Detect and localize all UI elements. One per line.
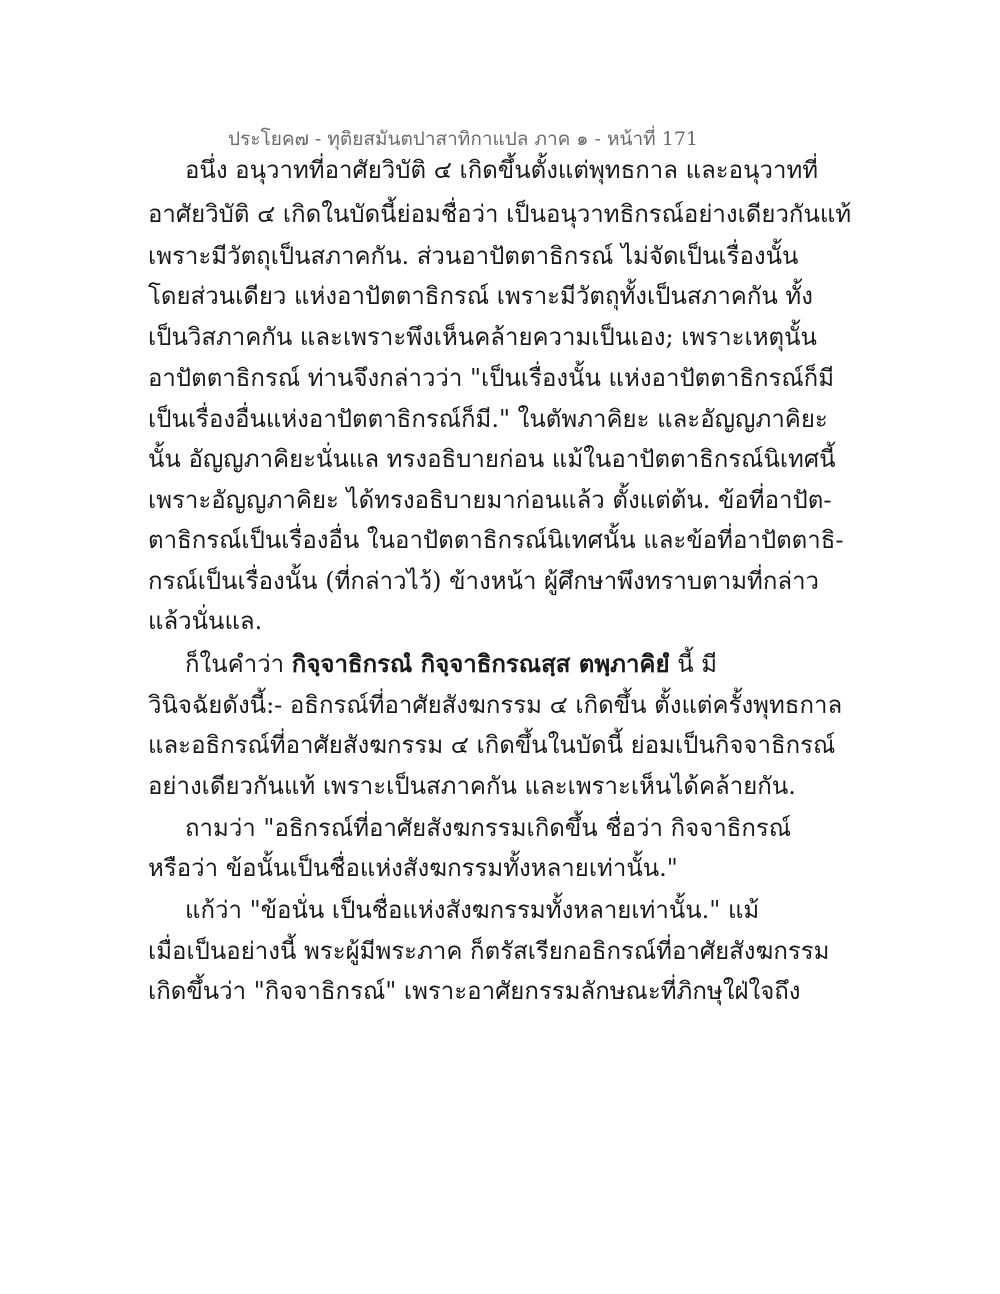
text-line: นั้น อัญญภาคิยะนั่นแล ทรงอธิบายก่อน แม้ในอาปัตตาธิกรณ์นิเทศนี้ bbox=[148, 445, 836, 473]
paragraph-opening-line bbox=[185, 649, 745, 679]
text-line: เป็นวิสภาคกัน และเพราะพึงเห็นคล้ายความเป็นเอง; เพราะเหตุนั้น bbox=[148, 323, 817, 351]
text-line: ถามว่า "อธิกรณ์ที่อาศัยสังฆกรรมเกิดขึ้น ชื่อว่า กิจจาธิกรณ์ bbox=[185, 814, 792, 842]
text-line: เกิดขึ้นว่า "กิจจาธิกรณ์" เพราะอาศัยกรรมลักษณะที่ภิกษุใฝ่ใจถึง bbox=[148, 977, 801, 1005]
para2-prefix: ก็ในคำว่า bbox=[185, 650, 285, 678]
text-line: เพราะอัญญภาคิยะ ได้ทรงอธิบายมาก่อนแล้ว ตั้งแต่ต้น. ข้อที่อาปัต- bbox=[148, 486, 832, 514]
text-line: เมื่อเป็นอย่างนี้ พระผู้มีพระภาค ก็ตรัสเรียกอธิกรณ์ที่อาศัยสังฆกรรม bbox=[148, 937, 830, 965]
text-line: เป็นเรื่องอื่นแห่งอาปัตตาธิกรณ์ก็มี." ในตัพภาคิยะ และอัญญภาคิยะ bbox=[148, 405, 828, 433]
text-line: แล้วนั่นแล. bbox=[148, 607, 263, 635]
text-line: หรือว่า ข้อนั้นเป็นชื่อแห่งสังฆกรรมทั้งหลายเท่านั้น." bbox=[148, 854, 678, 882]
text-line: อนึ่ง อนุวาทที่อาศัยวิบัติ ๔ เกิดขึ้นตั้งแต่พุทธกาล และอนุวาทที่ bbox=[185, 156, 819, 184]
text-line: อย่างเดียวกันแท้ เพราะเป็นสภาคกัน และเพราะเห็นได้คล้ายกัน. bbox=[148, 772, 796, 800]
text-line: วินิจฉัยดังนี้:- อธิกรณ์ที่อาศัยสังฆกรรม ๔ เกิดขึ้น ตั้งแต่ครั้งพุทธกาล bbox=[148, 691, 843, 719]
text-line: เพราะมีวัตถุเป็นสภาคกัน. ส่วนอาปัตตาธิกรณ์ ไม่จัดเป็นเรื่องนั้น bbox=[148, 242, 799, 270]
text-line: และอธิกรณ์ที่อาศัยสังฆกรรม ๔ เกิดขึ้นในบัดนี้ ย่อมเป็นกิจจาธิกรณ์ bbox=[148, 731, 836, 759]
para2-suffix: นี้ มี bbox=[677, 650, 718, 678]
text-line: โดยส่วนเดียว แห่งอาปัตตาธิกรณ์ เพราะมีวัตถุทั้งเป็นสภาคกัน ทั้ง bbox=[148, 282, 813, 310]
text-line: ตาธิกรณ์เป็นเรื่องอื่น ในอาปัตตาธิกรณ์นิเทศนั้น และข้อที่อาปัตตาธิ- bbox=[148, 526, 844, 554]
text-line: แก้ว่า "ข้อนั่น เป็นชื่อแห่งสังฆกรรมทั้งหลายเท่านั้น." แม้ bbox=[185, 896, 760, 924]
pali-term-bold: กิจฺจาธิกรณํ กิจฺจาธิกรณสฺส ตพฺภาคิยํ bbox=[291, 649, 670, 678]
text-line: อาปัตตาธิกรณ์ ท่านจึงกล่าวว่า "เป็นเรื่องนั้น แห่งอาปัตตาธิกรณ์ก็มี bbox=[148, 364, 835, 392]
text-line: กรณ์เป็นเรื่องนั้น (ที่กล่าวไว้) ข้างหน้า ผู้ศึกษาพึงทราบตามที่กล่าว bbox=[148, 567, 820, 595]
page-header: ประโยค๗ - ทุติยสมันตปาสาทิกาแปล ภาค ๑ - หน้าที่ 171 bbox=[228, 128, 698, 150]
text-line: อาศัยวิบัติ ๔ เกิดในบัดนี้ย่อมชื่อว่า เป็นอนุวาทธิกรณ์อย่างเดียวกันแท้ bbox=[148, 200, 852, 228]
